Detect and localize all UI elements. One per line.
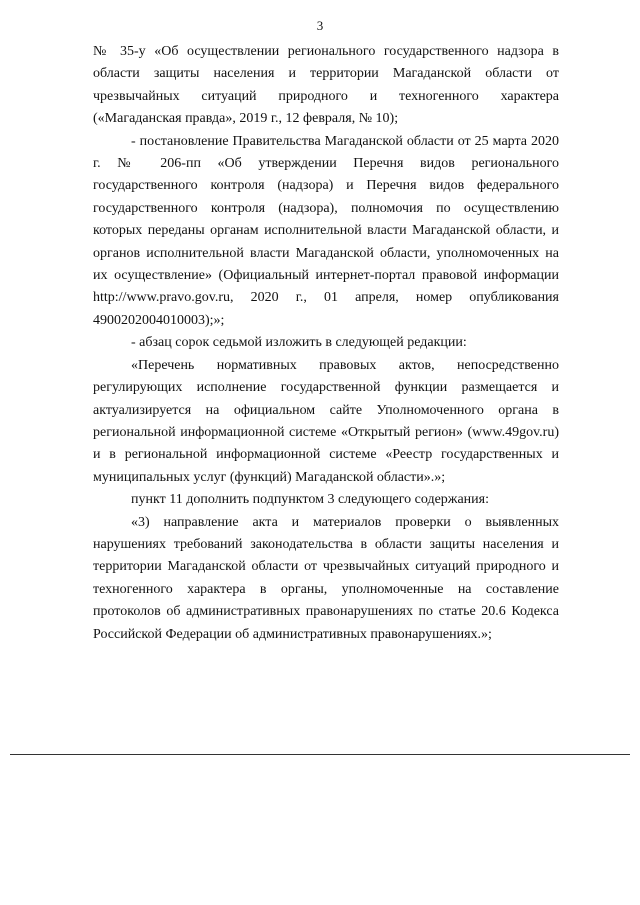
paragraph-law-reference: № 35-у «Об осуществлении регионального государственного надзора в области защиты населения и территории Магаданской области от чрезвычайных ситуаций природного и техногенного характера («Магаданская правда», 2019 г., 12 февраля, № 10); (93, 44, 559, 127)
paragraph-subclause-3: «3) направление акта и материалов проверки о выявленных нарушениях требований законодательства в области защиты населения и территории Магаданской области от чрезвычайных ситуаций природного и техногенного характера в органы, уполномоченные на составление протоколов об административных правонарушениях по статье 20.6 Кодекса Российской Федерации об административных правонарушениях.»; (93, 514, 559, 642)
paragraph-government-resolution: - постановление Правительства Магаданской области от 25 марта 2020 г. № 206-пп «Об утверждении Перечня видов регионального государственного контроля (надзора) и Перечня видов федерального государственного контроля (надзора), полномочия по осуществлению которых переданы органам исполнительной власти Магаданской области, и органов исполнительной власти Магаданской области, уполномоченных на их осуществление» (Официальный интернет-портал правовой информации http://www.pravo.gov.ru, 2020 г., 01 апреля, номер опубликования 4900202004010003);»; (93, 133, 559, 328)
page-divider-line (10, 754, 630, 755)
paragraph-amendment-intro: - абзац сорок седьмой изложить в следующей редакции: (131, 335, 467, 351)
page-number: 3 (316, 18, 324, 33)
paragraph-clause-addition-intro: пункт 11 дополнить подпунктом 3 следующего содержания: (131, 492, 489, 508)
document-body (93, 41, 559, 646)
paragraph-regulations-list: «Перечень нормативных правовых актов, непосредственно регулирующих исполнение государственной функции размещается и актуализируется на официальном сайте Уполномоченного органа в региональной информационной системе «Открытый регион» (www.49gov.ru) и в региональной информационной системе «Реестр государственных и муниципальных услуг (функций) Магаданской области».»; (93, 357, 559, 485)
